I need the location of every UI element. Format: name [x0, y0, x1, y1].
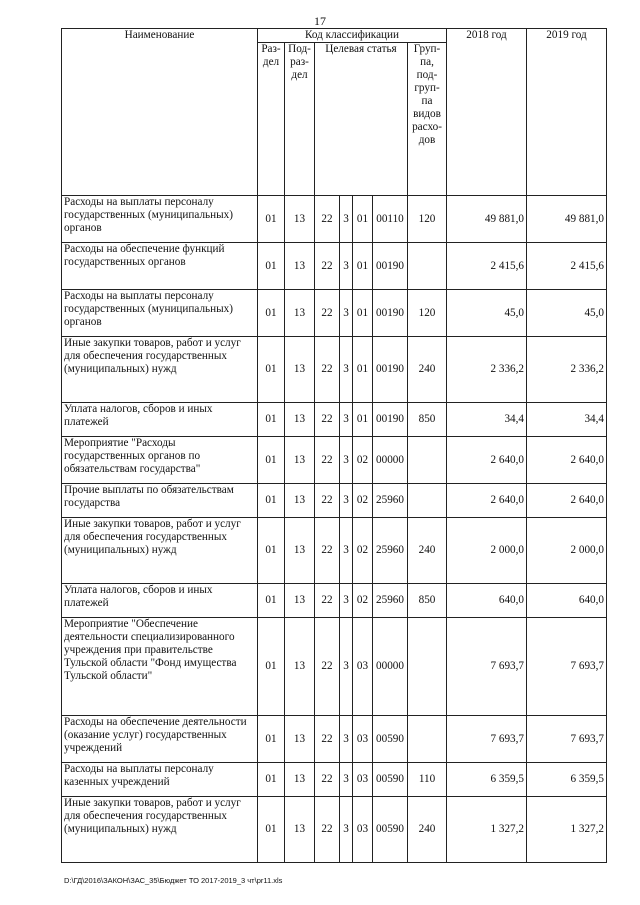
row-podrazdel: 13	[285, 584, 315, 618]
row-target-3: 03	[353, 618, 373, 716]
row-podrazdel: 13	[285, 797, 315, 863]
row-value-2019: 34,4	[527, 403, 607, 437]
header-expense-group: Груп-па, под-груп-па видов расхо-дов	[408, 43, 447, 196]
row-value-2018: 49 881,0	[447, 196, 527, 243]
row-target-2: 3	[340, 403, 353, 437]
row-target-3: 01	[353, 243, 373, 290]
row-expense-type	[408, 618, 447, 716]
row-value-2019: 6 359,5	[527, 763, 607, 797]
table-row	[62, 243, 607, 290]
row-podrazdel: 13	[285, 403, 315, 437]
row-target-3: 01	[353, 337, 373, 403]
row-target-1: 22	[315, 797, 340, 863]
row-expense-type: 240	[408, 797, 447, 863]
row-value-2019: 2 000,0	[527, 518, 607, 584]
row-value-2019: 7 693,7	[527, 716, 607, 763]
header-name: Наименование	[62, 29, 258, 196]
row-target-2: 3	[340, 196, 353, 243]
row-razdel: 01	[258, 716, 285, 763]
row-value-2018: 7 693,7	[447, 618, 527, 716]
row-target-3: 02	[353, 584, 373, 618]
row-name: Расходы на выплаты персоналу государственных (муниципальных) органов	[62, 196, 258, 243]
row-value-2019: 45,0	[527, 290, 607, 337]
row-target-1: 22	[315, 437, 340, 484]
row-name: Уплата налогов, сборов и иных платежей	[62, 403, 258, 437]
row-podrazdel: 13	[285, 243, 315, 290]
row-name: Расходы на выплаты персоналу казенных учреждений	[62, 763, 258, 797]
table-row	[62, 290, 607, 337]
table-row	[62, 437, 607, 484]
row-target-1: 22	[315, 484, 340, 518]
row-target-1: 22	[315, 403, 340, 437]
row-target-4: 25960	[373, 584, 408, 618]
row-target-1: 22	[315, 518, 340, 584]
row-target-1: 22	[315, 196, 340, 243]
table-row	[62, 518, 607, 584]
row-target-2: 3	[340, 797, 353, 863]
row-name: Мероприятие "Расходы государственных органов по обязательствам государства"	[62, 437, 258, 484]
row-target-3: 03	[353, 716, 373, 763]
budget-table	[61, 28, 607, 863]
row-name: Расходы на обеспечение деятельности (оказание услуг) государственных учреждений	[62, 716, 258, 763]
row-target-2: 3	[340, 763, 353, 797]
row-name: Мероприятие "Обеспечение деятельности специализированного учреждения при правительстве Тульской области "Фонд имущества Тульской области"	[62, 618, 258, 716]
row-target-1: 22	[315, 618, 340, 716]
row-expense-type: 110	[408, 763, 447, 797]
row-expense-type	[408, 716, 447, 763]
row-podrazdel: 13	[285, 518, 315, 584]
table-row	[62, 763, 607, 797]
row-target-4: 00000	[373, 437, 408, 484]
row-podrazdel: 13	[285, 196, 315, 243]
row-expense-type	[408, 437, 447, 484]
row-razdel: 01	[258, 290, 285, 337]
row-target-4: 00190	[373, 337, 408, 403]
row-target-1: 22	[315, 337, 340, 403]
header-year-2018: 2018 год	[447, 29, 527, 196]
row-value-2018: 7 693,7	[447, 716, 527, 763]
row-name: Прочие выплаты по обязательствам государства	[62, 484, 258, 518]
row-value-2019: 2 415,6	[527, 243, 607, 290]
table-row	[62, 797, 607, 863]
table-row	[62, 618, 607, 716]
header-subsection: Под-раз-дел	[285, 43, 315, 196]
row-value-2018: 2 415,6	[447, 243, 527, 290]
row-target-4: 00190	[373, 243, 408, 290]
row-value-2018: 2 640,0	[447, 484, 527, 518]
table-row	[62, 196, 607, 243]
row-target-4: 00590	[373, 763, 408, 797]
row-target-3: 03	[353, 763, 373, 797]
row-target-2: 3	[340, 337, 353, 403]
row-target-4: 00190	[373, 290, 408, 337]
row-expense-type: 850	[408, 403, 447, 437]
row-value-2019: 2 640,0	[527, 437, 607, 484]
row-podrazdel: 13	[285, 618, 315, 716]
row-razdel: 01	[258, 618, 285, 716]
table-row	[62, 337, 607, 403]
row-target-4: 00590	[373, 797, 408, 863]
row-razdel: 01	[258, 196, 285, 243]
header-section: Раз-дел	[258, 43, 285, 196]
row-value-2018: 34,4	[447, 403, 527, 437]
row-target-1: 22	[315, 290, 340, 337]
row-expense-type: 240	[408, 518, 447, 584]
row-target-2: 3	[340, 290, 353, 337]
header-target-article: Целевая статья	[315, 43, 408, 196]
row-razdel: 01	[258, 518, 285, 584]
row-expense-type: 850	[408, 584, 447, 618]
row-target-3: 02	[353, 437, 373, 484]
row-target-3: 01	[353, 403, 373, 437]
row-podrazdel: 13	[285, 716, 315, 763]
row-target-2: 3	[340, 484, 353, 518]
row-target-2: 3	[340, 618, 353, 716]
row-target-4: 25960	[373, 484, 408, 518]
row-target-4: 00110	[373, 196, 408, 243]
row-podrazdel: 13	[285, 484, 315, 518]
row-value-2019: 7 693,7	[527, 618, 607, 716]
row-razdel: 01	[258, 437, 285, 484]
row-razdel: 01	[258, 584, 285, 618]
row-value-2019: 640,0	[527, 584, 607, 618]
row-razdel: 01	[258, 763, 285, 797]
row-target-2: 3	[340, 243, 353, 290]
row-value-2019: 2 336,2	[527, 337, 607, 403]
row-target-4: 00000	[373, 618, 408, 716]
row-target-3: 03	[353, 797, 373, 863]
row-name: Иные закупки товаров, работ и услуг для обеспечения государственных (муниципальных) нужд	[62, 518, 258, 584]
row-expense-type: 120	[408, 196, 447, 243]
row-expense-type: 120	[408, 290, 447, 337]
row-value-2018: 2 000,0	[447, 518, 527, 584]
row-value-2018: 2 640,0	[447, 437, 527, 484]
table-row	[62, 716, 607, 763]
row-target-4: 25960	[373, 518, 408, 584]
row-value-2018: 2 336,2	[447, 337, 527, 403]
row-target-3: 02	[353, 518, 373, 584]
row-name: Уплата налогов, сборов и иных платежей	[62, 584, 258, 618]
row-target-3: 01	[353, 196, 373, 243]
header-year-2019: 2019 год	[527, 29, 607, 196]
row-target-1: 22	[315, 716, 340, 763]
row-value-2019: 49 881,0	[527, 196, 607, 243]
row-expense-type	[408, 484, 447, 518]
row-expense-type: 240	[408, 337, 447, 403]
row-name: Иные закупки товаров, работ и услуг для обеспечения государственных (муниципальных) нужд	[62, 337, 258, 403]
row-value-2018: 6 359,5	[447, 763, 527, 797]
row-target-2: 3	[340, 716, 353, 763]
row-value-2019: 2 640,0	[527, 484, 607, 518]
row-target-2: 3	[340, 584, 353, 618]
row-target-2: 3	[340, 437, 353, 484]
row-razdel: 01	[258, 484, 285, 518]
header-code-group: Код классификации	[258, 29, 447, 43]
row-razdel: 01	[258, 243, 285, 290]
row-expense-type	[408, 243, 447, 290]
row-value-2019: 1 327,2	[527, 797, 607, 863]
row-target-4: 00190	[373, 403, 408, 437]
row-target-1: 22	[315, 243, 340, 290]
row-target-3: 02	[353, 484, 373, 518]
row-razdel: 01	[258, 337, 285, 403]
row-target-1: 22	[315, 584, 340, 618]
row-razdel: 01	[258, 403, 285, 437]
row-name: Расходы на обеспечение функций государственных органов	[62, 243, 258, 290]
row-podrazdel: 13	[285, 763, 315, 797]
row-name: Иные закупки товаров, работ и услуг для обеспечения государственных (муниципальных) нужд	[62, 797, 258, 863]
row-target-3: 01	[353, 290, 373, 337]
row-value-2018: 1 327,2	[447, 797, 527, 863]
row-podrazdel: 13	[285, 290, 315, 337]
file-path-footer: D:\ГД\2016\ЗАКОН\ЗАС_35\Бюджет ТО 2017-2019_3 чт\pr11.xls	[64, 876, 283, 885]
row-value-2018: 640,0	[447, 584, 527, 618]
row-value-2018: 45,0	[447, 290, 527, 337]
table-row	[62, 484, 607, 518]
row-razdel: 01	[258, 797, 285, 863]
row-name: Расходы на выплаты персоналу государственных (муниципальных) органов	[62, 290, 258, 337]
row-target-1: 22	[315, 763, 340, 797]
row-target-4: 00590	[373, 716, 408, 763]
page-number: 17	[314, 14, 326, 28]
table-row	[62, 584, 607, 618]
table-row	[62, 403, 607, 437]
row-target-2: 3	[340, 518, 353, 584]
row-podrazdel: 13	[285, 437, 315, 484]
row-podrazdel: 13	[285, 337, 315, 403]
